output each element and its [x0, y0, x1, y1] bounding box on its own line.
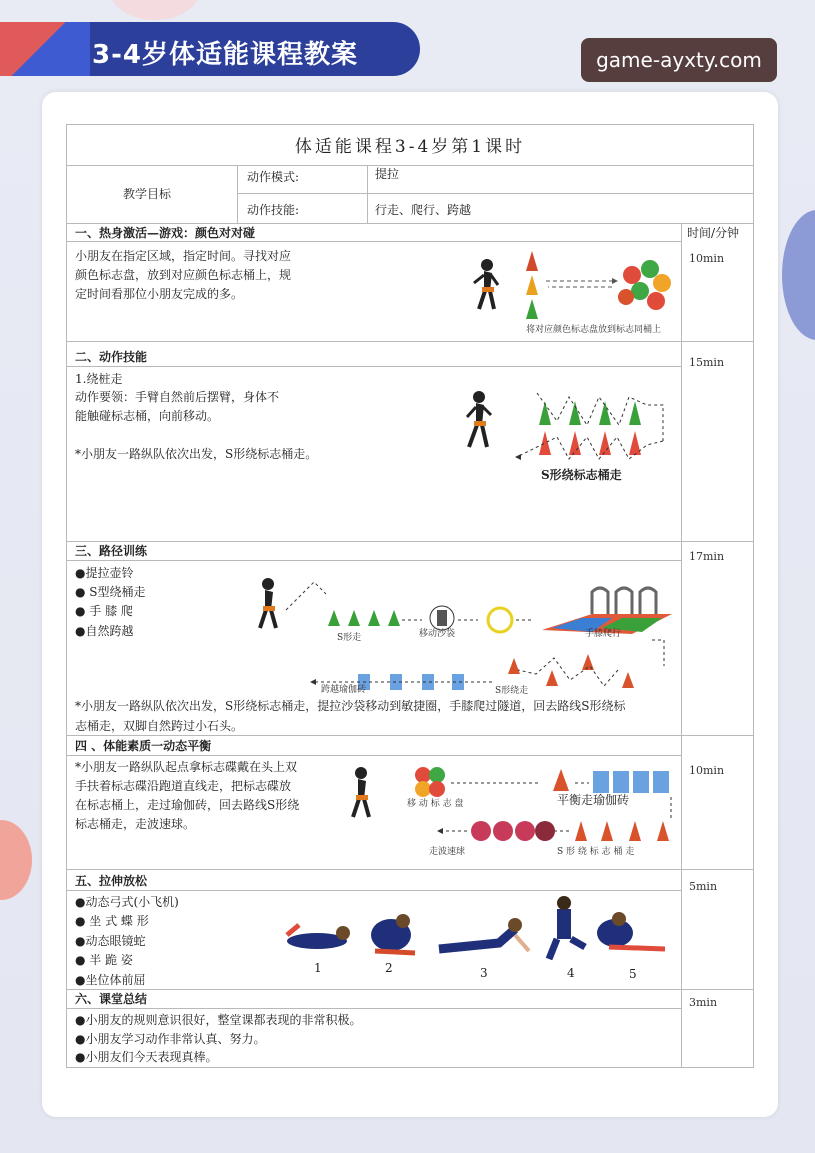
- mode-value: 提拉: [375, 167, 400, 181]
- section-3-note-1: *小朋友一路纵队依次出发，S形绕标志桶走，提拉沙袋移动到敏捷圈，手膝爬过隧道，回去路线S形绕标: [75, 699, 626, 713]
- stretch-pose-1-icon: [287, 925, 350, 949]
- section-5-line-1: ●动态弓式(小飞机): [75, 895, 179, 909]
- pose-number-4: 4: [567, 966, 575, 980]
- lesson-table: [66, 124, 754, 1068]
- lesson-title: 体适能课程3-4岁第1课时: [294, 137, 526, 157]
- green-cone-row-icon: [539, 401, 641, 425]
- section-4-caption-4: S 形 绕 标 志 桶 走: [557, 847, 635, 857]
- section-1-caption: 将对应颜色标志盘放到标志同桶上: [526, 325, 662, 335]
- stretch-pose-2-icon: [371, 914, 415, 953]
- section-4-caption-3: 走波速球: [429, 847, 466, 857]
- section-6-line-3: ●小朋友们今天表现真棒。: [75, 1050, 218, 1064]
- marker-discs-icon: [415, 767, 445, 797]
- mode-label: 动作模式:: [247, 170, 300, 184]
- section-5-line-5: ●坐位体前屈: [75, 973, 146, 987]
- section-5-line-4: ● 半 跪 姿: [75, 953, 133, 967]
- section-3-line-2: ● S型绕桶走: [75, 585, 146, 599]
- section-4-title: 四 、体能素质一动态平衡: [75, 739, 212, 753]
- section-2-line-1: 1.绕桩走: [75, 372, 123, 386]
- section-1-title: 一、热身激活—游戏：颜色对对碰: [75, 226, 256, 240]
- section-5-time: 5min: [689, 880, 718, 893]
- section-6-line-1: ●小朋友的规则意识很好，整堂课都表现的非常积极。: [75, 1013, 362, 1027]
- section-3-title: 三、路径训练: [75, 544, 148, 558]
- pose-number-5: 5: [629, 967, 637, 981]
- yoga-brick-row-icon: [593, 771, 669, 793]
- time-column-header: 时间/分钟: [687, 226, 740, 240]
- section-4-line-1: *小朋友一路纵队起点拿标志碟戴在头上双: [75, 760, 298, 774]
- pose-number-2: 2: [385, 961, 393, 975]
- section-1-time: 10min: [689, 252, 725, 265]
- section-3-note-2: 志桶走，双脚自然跨过小石头。: [75, 719, 244, 733]
- skill-value: 行走、爬行、跨越: [375, 203, 472, 217]
- green-cone-row-icon: [328, 610, 400, 626]
- goal-label: 教学目标: [123, 187, 172, 201]
- section-2-title: 二、动作技能: [75, 350, 148, 364]
- section-4-line-2: 手扶着标志碟沿跑道直线走，把标志碟放: [75, 779, 292, 793]
- section-2-time: 15min: [689, 356, 725, 369]
- pose-number-3: 3: [480, 966, 488, 980]
- section-3-caption-3: 手膝爬行: [585, 629, 622, 639]
- balance-ball-row-icon: [471, 821, 555, 841]
- section-6-title: 六、课堂总结: [75, 992, 148, 1006]
- marker-discs-icon: [618, 260, 671, 310]
- red-cone-icon: [553, 769, 569, 791]
- running-child-icon: [474, 259, 498, 309]
- agility-ring-icon: [488, 608, 512, 632]
- section-3-caption-4: 跨越瑜伽砖: [321, 685, 367, 695]
- stretch-pose-5-icon: [597, 912, 665, 949]
- section-4-caption-1: 移 动 标 志 盘: [407, 799, 464, 809]
- stretch-pose-3-icon: [439, 918, 529, 951]
- section-4-line-3: 在标志桶上，走过瑜伽砖，回去路线S形绕: [75, 798, 300, 812]
- header-banner-stripe: [0, 22, 90, 76]
- section-2-caption: S形绕标志桶走: [541, 468, 622, 482]
- pose-number-1: 1: [314, 961, 322, 975]
- section-1-line-1: 小朋友在指定区域，指定时间。寻找对应: [75, 249, 292, 263]
- section-2-line-4: *小朋友一路纵队依次出发，S形绕标志桶走。: [75, 447, 318, 461]
- section-3-caption-1: S形走: [337, 633, 362, 643]
- section-3-caption-2: 移动沙袋: [419, 629, 456, 639]
- section-3-line-1: ●提拉壶铃: [75, 566, 134, 580]
- running-child-icon: [353, 767, 369, 817]
- section-4-time: 10min: [689, 764, 725, 777]
- watermark-badge: game-ayxty.com: [581, 38, 777, 82]
- section-5-line-2: ● 坐 式 蝶 形: [75, 914, 149, 928]
- running-child-icon: [260, 578, 276, 628]
- section-5-title: 五、拉伸放松: [75, 874, 148, 888]
- section-4-caption-2: 平衡走瑜伽砖: [557, 793, 630, 807]
- red-cone-row-icon: [539, 431, 641, 455]
- stretch-pose-4-icon: [549, 896, 585, 959]
- section-2-illustration: [457, 385, 682, 465]
- cone-stack-icon: [526, 251, 538, 319]
- skill-label: 动作技能:: [247, 203, 300, 217]
- section-5-illustration: [279, 895, 675, 975]
- section-4-line-4: 标志桶走，走波速球。: [75, 817, 196, 831]
- section-6-line-2: ●小朋友学习动作非常认真、努力。: [75, 1032, 266, 1046]
- section-2-line-3: 能触碰标志桶，向前移动。: [75, 409, 220, 423]
- section-6-time: 3min: [689, 996, 718, 1009]
- section-2-line-2: 动作要领：手臂自然前后摆臂，身体不: [75, 390, 280, 404]
- red-cone-row-icon: [575, 821, 669, 841]
- section-3-time: 17min: [689, 550, 725, 563]
- running-child-icon: [467, 391, 491, 447]
- section-3-line-4: ●自然跨越: [75, 624, 134, 638]
- section-3-caption-5: S形绕走: [495, 686, 529, 696]
- section-1-line-2: 颜色标志盘，放到对应颜色标志桶上，规: [75, 268, 292, 282]
- section-5-line-3: ●动态眼镜蛇: [75, 934, 146, 948]
- page-title: 3-4岁体适能课程教案: [92, 40, 358, 70]
- section-1-line-3: 定时间看那位小朋友完成的多。: [75, 287, 244, 301]
- section-3-line-3: ● 手 膝 爬: [75, 604, 133, 618]
